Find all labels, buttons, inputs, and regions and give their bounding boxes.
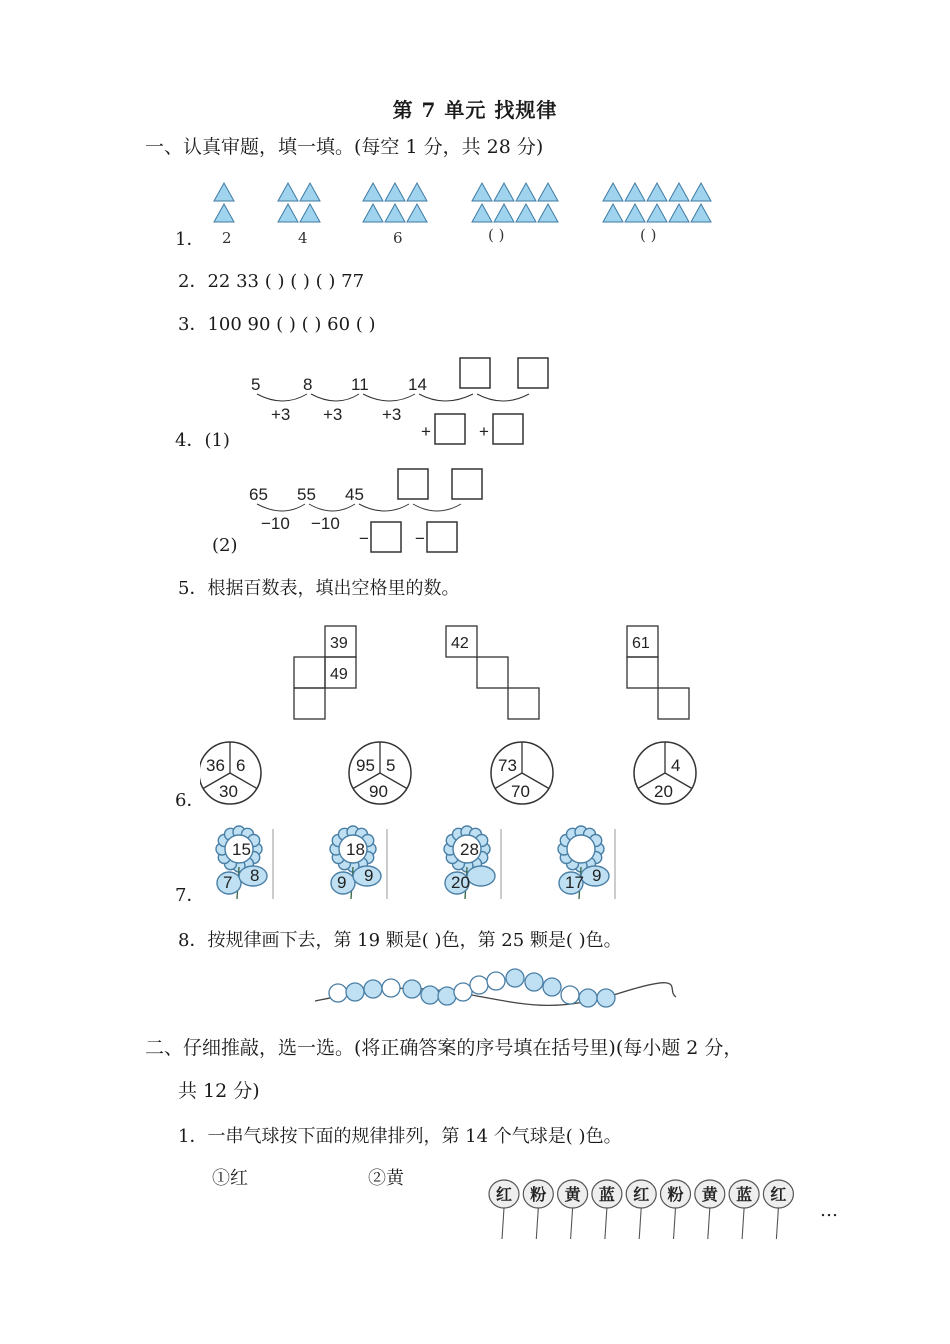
balloon-color-label: 黄 [564, 1185, 581, 1204]
seq2-step-box[interactable] [371, 522, 401, 552]
triangle-shape [278, 204, 298, 222]
q7-flower-figure [205, 825, 635, 903]
q4-number: 4．(1) [175, 430, 230, 451]
seq2-op: − [415, 529, 425, 548]
triangle-shape [407, 204, 427, 222]
seq2-answer-box[interactable] [398, 469, 428, 499]
balloon-color-label: 蓝 [736, 1185, 753, 1204]
bead-white [487, 972, 505, 990]
p2-q1-option-1[interactable]: ①红 [212, 1168, 248, 1189]
q1-triangle-figure [200, 175, 740, 255]
flower-left-leaf-value: 7 [223, 873, 233, 892]
bead-blue [346, 983, 364, 1001]
triangle-shape [385, 183, 405, 201]
q1-label-3: 6 [393, 229, 403, 247]
p2-q1-option-2[interactable]: ②黄 [368, 1168, 404, 1189]
balloon-color-label: 红 [496, 1185, 513, 1204]
grid-cell-value: 39 [330, 635, 348, 652]
triangle-shape [538, 183, 558, 201]
grid-cell-value: 42 [451, 635, 469, 652]
seq1-answer-box[interactable] [460, 358, 490, 388]
seq1-answer-box[interactable] [518, 358, 548, 388]
q6-number: 6． [175, 790, 205, 811]
q2-sequence[interactable]: 2．22 33 ( ) ( ) ( ) 77 [178, 271, 365, 292]
q5-hundred-grid-3 [623, 624, 695, 724]
triangle-shape [472, 204, 492, 222]
circle-value-bottom: 70 [511, 782, 530, 801]
balloon [661, 1180, 691, 1239]
triangle-shape [407, 183, 427, 201]
seq2-term: 55 [297, 485, 316, 504]
bead-white [561, 986, 579, 1004]
q6-circle-figure [200, 735, 720, 810]
seq1-step-box[interactable] [493, 414, 523, 444]
grid-cell-value: 61 [632, 635, 650, 652]
grid-cell-value: 49 [330, 666, 348, 683]
triangle-shape [516, 204, 536, 222]
p2-q1-prompt[interactable]: 1．一串气球按下面的规律排列，第 14 个气球是( )色。 [178, 1126, 622, 1147]
balloon-color-label: 黄 [701, 1185, 718, 1204]
flower-left-leaf-value: 20 [451, 873, 470, 892]
balloon [558, 1180, 588, 1239]
triangle-shape [538, 204, 558, 222]
triangle-shape [603, 204, 623, 222]
bead-blue [438, 987, 456, 1005]
bead-white [454, 983, 472, 1001]
circle-value-top-left: 95 [356, 756, 375, 775]
flower-right-leaf-value: 9 [364, 866, 374, 885]
seq1-step: +3 [323, 405, 343, 424]
triangle-shape [603, 183, 623, 201]
q4-sub-2: (2) [212, 535, 238, 556]
q8-bead-string [310, 965, 680, 1020]
flower-center-value: 28 [460, 840, 479, 859]
seq1-step: +3 [271, 405, 291, 424]
triangle-shape [691, 183, 711, 201]
q1-number: 1． [175, 229, 205, 250]
triangle-shape [472, 183, 492, 201]
bead-blue [579, 989, 597, 1007]
triangle-shape [691, 204, 711, 222]
triangle-shape [363, 183, 383, 201]
circle-value-bottom: 90 [369, 782, 388, 801]
triangle-shape [494, 204, 514, 222]
circle-value-top-right: 5 [386, 756, 396, 775]
balloon [626, 1180, 656, 1239]
circle-value-top-right: 4 [671, 756, 681, 775]
flower-right-leaf-value: 8 [250, 866, 260, 885]
seq1-term: 5 [251, 375, 261, 394]
bead-blue [506, 969, 524, 987]
balloon-color-label: 红 [633, 1185, 650, 1204]
bead-blue [543, 978, 561, 996]
balloon-color-label: 粉 [667, 1185, 684, 1204]
part2-heading-cont: 共 12 分) [178, 1080, 260, 1102]
bead-blue [421, 986, 439, 1004]
balloon [763, 1180, 793, 1239]
balloon [489, 1180, 519, 1239]
balloon [695, 1180, 725, 1239]
circle-value-top-left: 73 [498, 756, 517, 775]
seq2-step: −10 [261, 514, 290, 533]
triangle-shape [363, 204, 383, 222]
seq1-term: 14 [408, 375, 427, 394]
seq1-op: + [421, 422, 431, 441]
seq1-step-box[interactable] [435, 414, 465, 444]
seq2-term: 45 [345, 485, 364, 504]
flower-figure [444, 826, 501, 899]
division-circle [200, 742, 261, 804]
division-circle [349, 742, 411, 804]
seq2-op: − [359, 529, 369, 548]
triangle-shape [647, 204, 667, 222]
q8-prompt[interactable]: 8．按规律画下去，第 19 颗是( )色，第 25 颗是( )色。 [178, 930, 622, 951]
triangle-shape [647, 183, 667, 201]
flower-center-value: 18 [346, 840, 365, 859]
flower-figure [330, 826, 387, 899]
seq1-step: +3 [382, 405, 402, 424]
triangle-shape [214, 204, 234, 222]
flower-center-value: 15 [232, 840, 251, 859]
triangle-shape [494, 183, 514, 201]
division-circle [634, 742, 696, 804]
seq1-term: 8 [303, 375, 313, 394]
triangle-shape [214, 183, 234, 201]
balloon [592, 1180, 622, 1239]
q4-arrow-sequence-1 [245, 352, 565, 447]
q4-arrow-sequence-2 [245, 466, 495, 556]
seq1-op: + [479, 422, 489, 441]
circle-value-top-left: 36 [206, 756, 225, 775]
seq2-answer-box[interactable] [452, 469, 482, 499]
page-title: 第 7 单元 找规律 [392, 98, 558, 122]
flower-right-leaf-value: 9 [592, 866, 602, 885]
seq2-step: −10 [311, 514, 340, 533]
q5-hundred-grid-1 [290, 624, 360, 724]
balloon-color-label: 粉 [530, 1185, 547, 1204]
triangle-shape [625, 183, 645, 201]
flower-figure [558, 826, 615, 899]
seq2-term: 65 [249, 485, 268, 504]
triangle-shape [278, 183, 298, 201]
balloon-color-label: 蓝 [598, 1185, 615, 1204]
balloon [729, 1180, 759, 1239]
q1-label-2: 4 [298, 229, 308, 247]
circle-value-bottom: 20 [654, 782, 673, 801]
balloon-color-label: 红 [770, 1185, 787, 1204]
p2-q1-balloon-string [486, 1175, 816, 1243]
q3-sequence[interactable]: 3．100 90 ( ) ( ) 60 ( ) [178, 314, 376, 335]
q1-label-1: 2 [222, 229, 232, 247]
bead-white [470, 976, 488, 994]
division-circle [491, 742, 553, 804]
q5-prompt: 5．根据百数表，填出空格里的数。 [178, 578, 460, 599]
seq1-term: 11 [351, 375, 369, 394]
flower-left-leaf-value: 17 [565, 873, 584, 892]
triangle-shape [669, 183, 689, 201]
bead-white [382, 979, 400, 997]
flower-figure [216, 826, 273, 899]
triangle-shape [669, 204, 689, 222]
circle-value-bottom: 30 [219, 782, 238, 801]
triangle-shape [385, 204, 405, 222]
triangle-shape [300, 183, 320, 201]
seq2-step-box[interactable] [427, 522, 457, 552]
flower-left-leaf-value: 9 [337, 873, 347, 892]
circle-value-top-right: 6 [236, 756, 246, 775]
q1-blank-4[interactable]: ( ) [488, 226, 505, 244]
q7-number: 7． [175, 885, 205, 906]
part1-heading: 一、认真审题，填一填。(每空 1 分，共 28 分) [145, 136, 544, 158]
part2-heading: 二、仔细推敲，选一选。(将正确答案的序号填在括号里)(每小题 2 分， [145, 1037, 743, 1059]
bead-white [329, 984, 347, 1002]
triangle-shape [516, 183, 536, 201]
balloon [523, 1180, 553, 1239]
balloon-ellipsis: … [820, 1200, 838, 1221]
bead-blue [403, 980, 421, 998]
q1-blank-5[interactable]: ( ) [640, 226, 657, 244]
bead-blue [525, 973, 543, 991]
triangle-shape [300, 204, 320, 222]
bead-blue [364, 980, 382, 998]
bead-blue [597, 989, 615, 1007]
triangle-shape [625, 204, 645, 222]
q5-hundred-grid-2 [442, 624, 542, 724]
